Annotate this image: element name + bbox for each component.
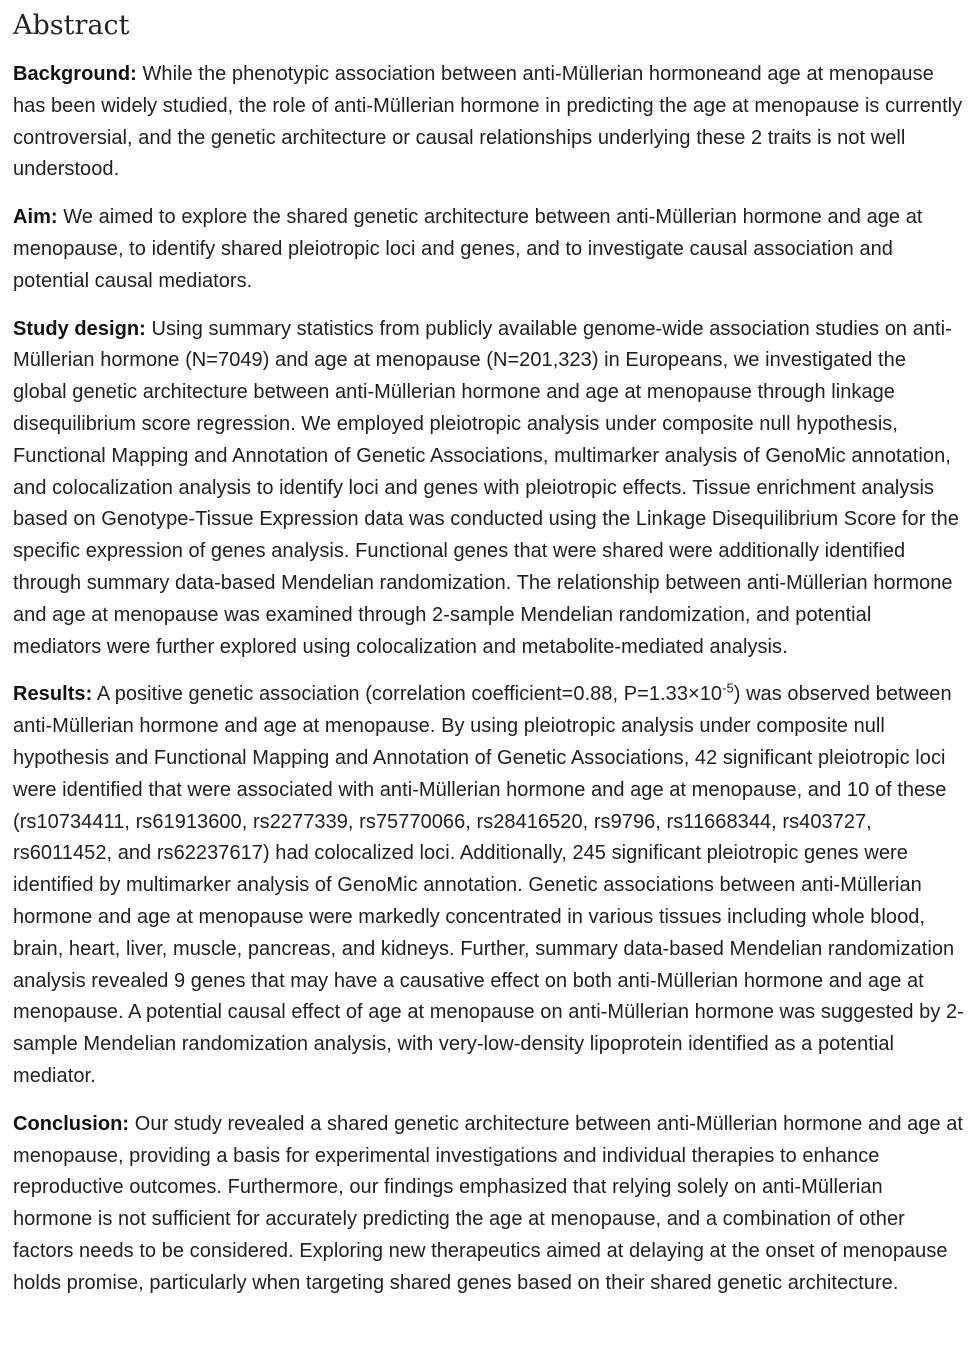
study-design-text: Using summary statistics from publicly available genome-wide association studies on anti-Müllerian hormone (N=7049) and age at menopause (N=201,323) in Europeans, we investigated the global genetic architecture between anti-Müllerian hormone and age at menopause through linkage disequilibrium score regression. We employed pleiotropic analysis under composite null hypothesis, Functional Mapping and Annotation of Genetic Associations, multimarker analysis of GenoMic annotation, and colocalization analysis to identify loci and genes with pleiotropic effects. Tissue enrichment analysis based on Genotype-Tissue Expression data was conducted using the Linkage Disequilibrium Score for the specific expression of genes analysis. Functional genes that were shared were additionally identified through summary data-based Mendelian randomization. The relationship between anti-Müllerian hormone and age at menopause was examined through 2-sample Mendelian randomization, and potential mediators were further explored using colocalization and metabolite-mediated analysis.: [13, 317, 959, 658]
aim-paragraph: [13, 202, 965, 297]
background-text: While the phenotypic association between anti-Müllerian hormoneand age at menopause has been widely studied, the role of anti-Müllerian hormone in predicting the age at menopause is currently controversial, and the genetic architecture or causal relationships underlying these 2 traits is not well understood.: [13, 63, 963, 181]
results-text-after: ) was observed between anti-Müllerian hormone and age at menopause. By using pleiotropic analysis under composite null hypothesis and Functional Mapping and Annotation of Genetic Associations, 42 significant pleiotropic loci were identified that were associated with anti-Müllerian hormone and age at menopause, and 10 of these (rs10734411, rs61913600, rs2277339, rs75770066, rs28416520, rs9796, rs11668344, rs403727, rs6011452, and rs62237617) had colocalized loci. Additionally, 245 significant pleiotropic genes were identified by multimarker analysis of GenoMic annotation. Genetic associations between anti-Müllerian hormone and age at menopause were markedly concentrated in various tissues including whole blood, brain, heart, liver, muscle, pancreas, and kidneys. Further, summary data-based Mendelian randomization analysis revealed 9 genes that may have a causative effect on both anti-Müllerian hormone and age at menopause. A potential causal effect of age at menopause on anti-Müllerian hormone was suggested by 2-sample Mendelian randomization analysis, with very-low-density lipoprotein identified as a potential mediator.: [13, 683, 964, 1087]
study-design-paragraph: [13, 314, 965, 664]
results-exponent: -5: [722, 680, 734, 696]
conclusion-text: Our study revealed a shared genetic architecture between anti-Müllerian hormone and age at menopause, providing a basis for experimental investigations and individual therapies to enhance reproductive outcomes. Furthermore, our findings emphasized that relying solely on anti-Müllerian hormone is not sufficient for accurately predicting the age at menopause, and a combination of other factors needs to be considered. Exploring new therapeutics aimed at delaying at the onset of menopause holds promise, particularly when targeting shared genes based on their shared genetic architecture.: [13, 1112, 964, 1294]
conclusion-paragraph: [13, 1109, 965, 1300]
background-label: Background:: [13, 63, 137, 85]
results-paragraph: [13, 679, 965, 1092]
study-design-label: Study design:: [13, 317, 146, 340]
background-paragraph: [13, 59, 965, 186]
results-text-before: A positive genetic association (correlation coefficient=0.88, P=1.33×10: [92, 683, 723, 706]
abstract-heading: Abstract: [13, 10, 130, 41]
conclusion-label: Conclusion:: [13, 1112, 130, 1135]
aim-text: We aimed to explore the shared genetic architecture between anti-Müllerian hormone and age at menopause, to identify shared pleiotropic loci and genes, and to investigate causal association and potential causal mediators.: [13, 206, 923, 292]
aim-label: Aim:: [13, 206, 58, 229]
results-label: Results:: [13, 683, 93, 706]
